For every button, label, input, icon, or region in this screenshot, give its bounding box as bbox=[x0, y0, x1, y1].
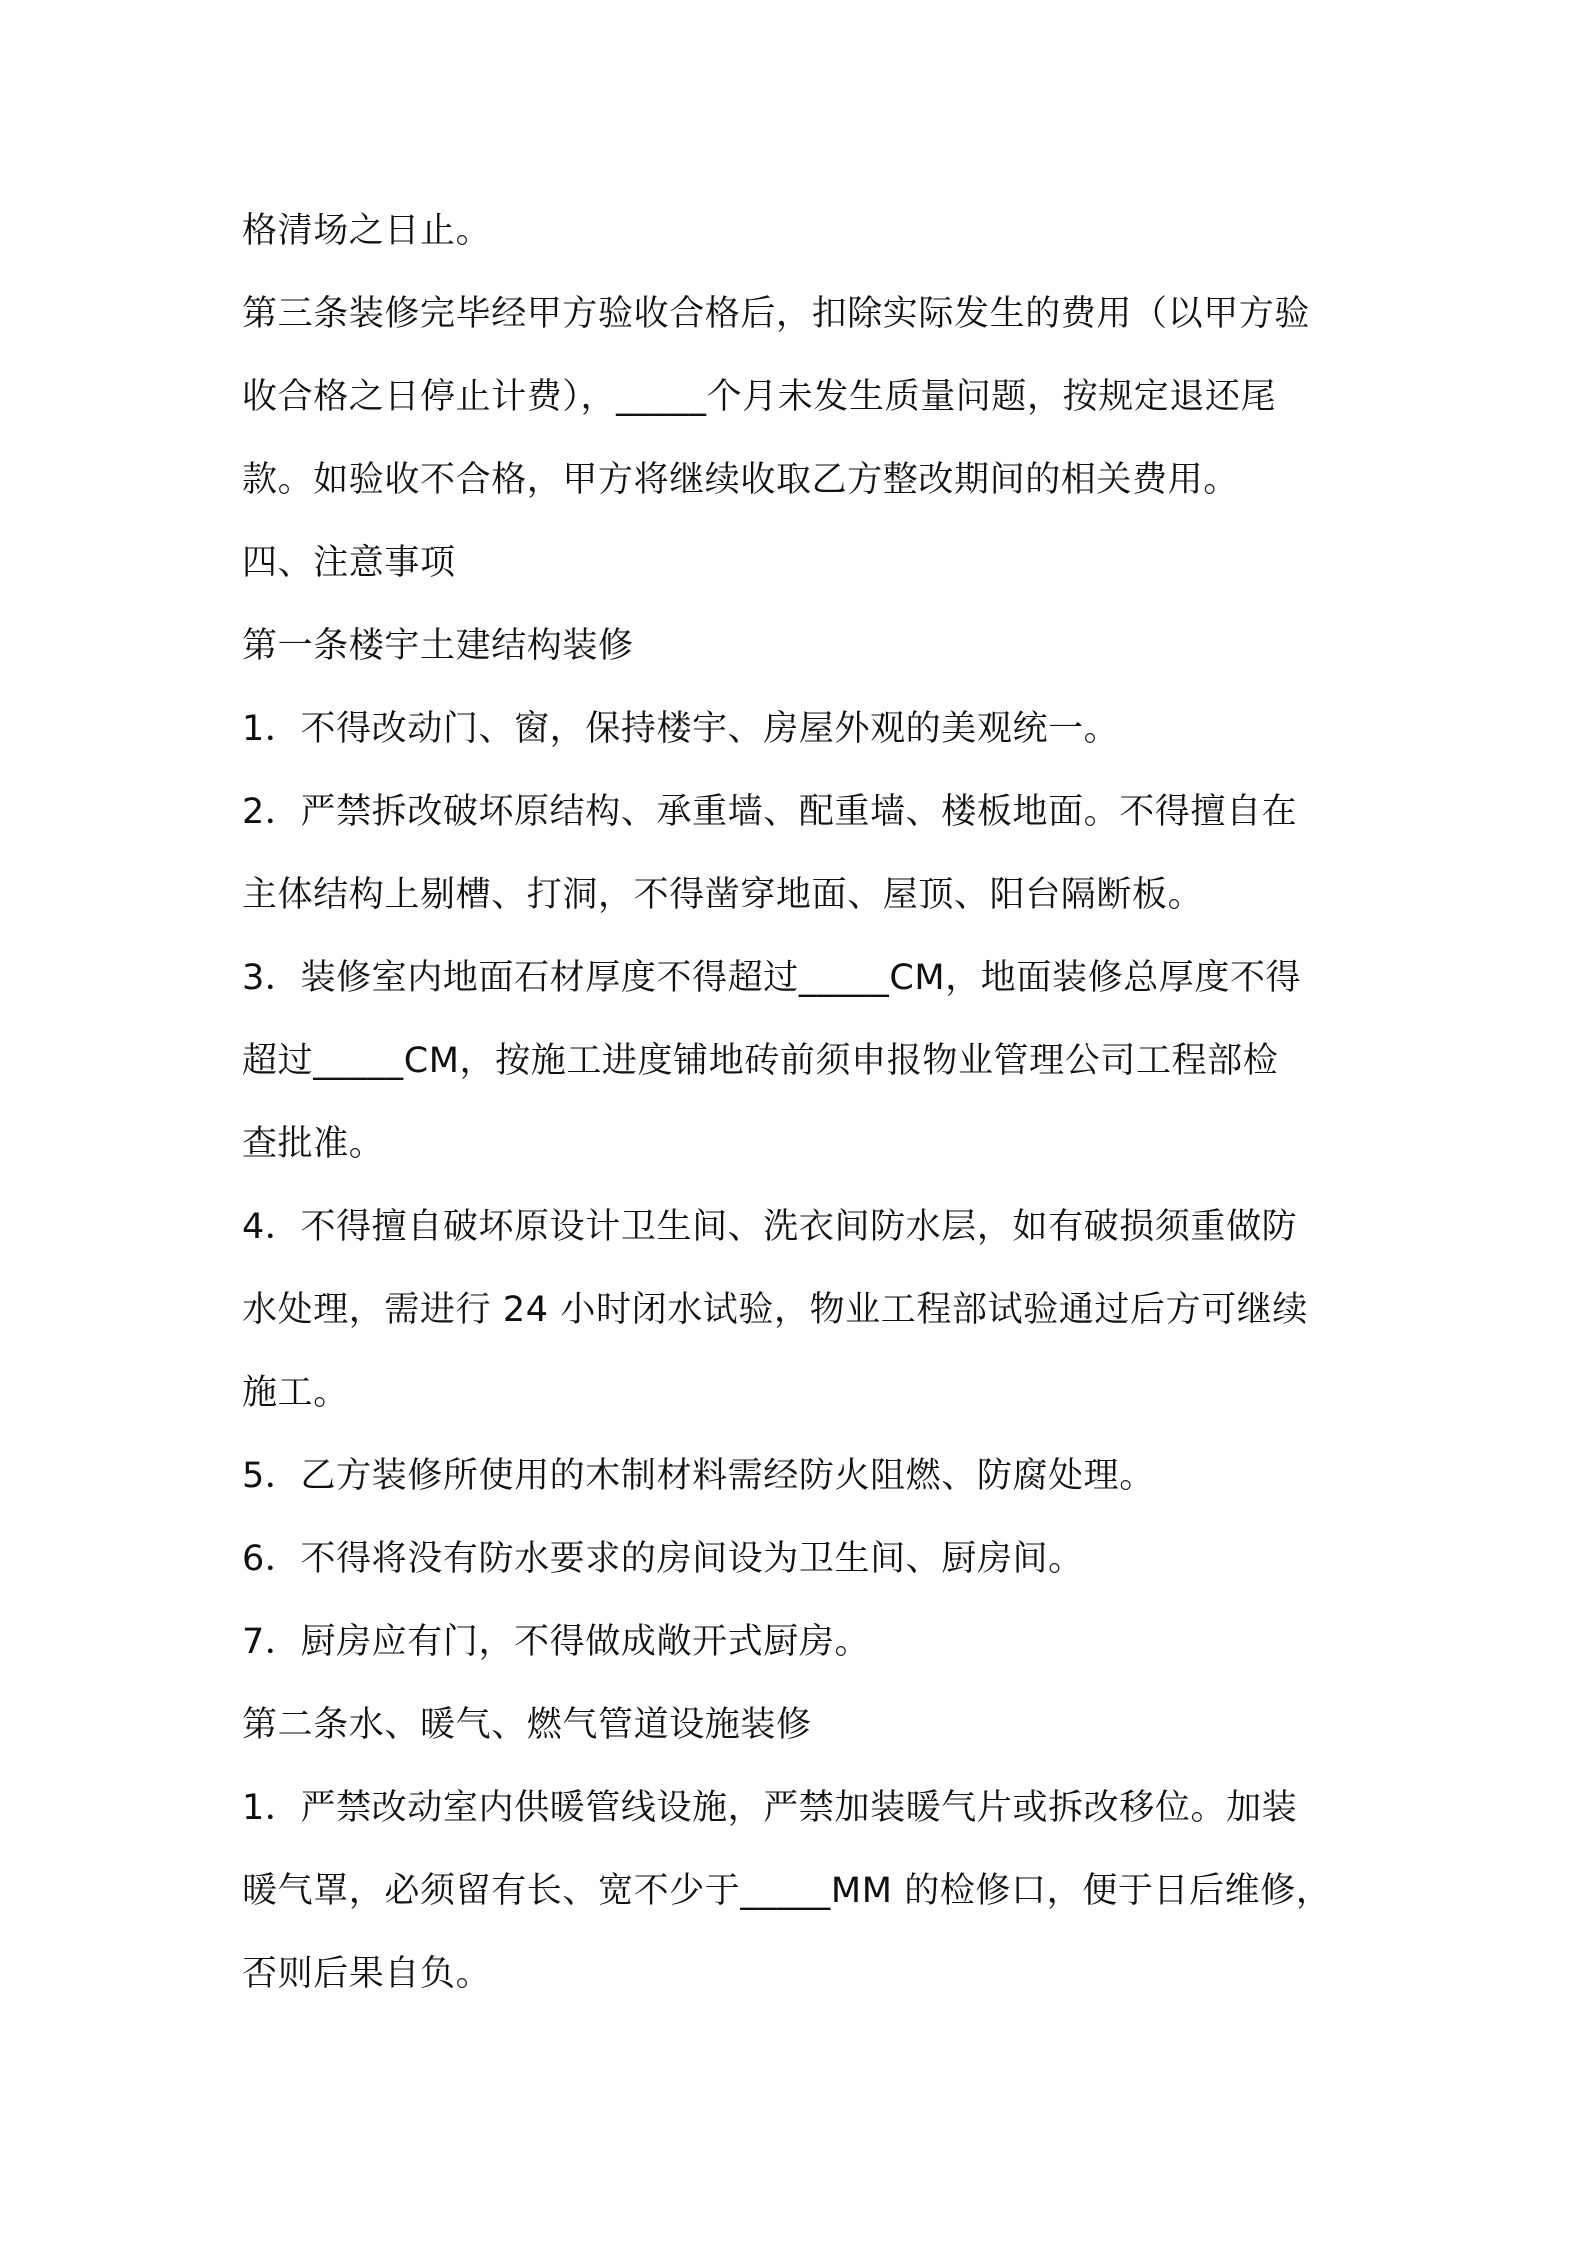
text-line: 第三条装修完毕经甲方验收合格后，扣除实际发生的费用（以甲方验 bbox=[242, 294, 1311, 334]
text-line: 水处理，需进行 24 小时闭水试验，物业工程部试验通过后方可继续 bbox=[242, 1290, 1308, 1330]
article-heading: 第一条楼宇土建结构装修 bbox=[242, 626, 634, 666]
text-line: 超过_____CM，按施工进度铺地砖前须申报物业管理公司工程部检 bbox=[242, 1041, 1279, 1081]
text-line: 暖气罩，必须留有长、宽不少于_____MM 的检修口，便于日后维修， bbox=[242, 1871, 1332, 1911]
list-item: 6．不得将没有防水要求的房间设为卫生间、厨房间。 bbox=[242, 1539, 1084, 1579]
document-body bbox=[242, 196, 1362, 2022]
list-item: 4．不得擅自破坏原设计卫生间、洗衣间防水层，如有破损须重做防 bbox=[242, 1207, 1298, 1247]
list-item: 1．不得改动门、窗，保持楼宇、房屋外观的美观统一。 bbox=[242, 709, 1120, 749]
article-heading: 第二条水、暖气、燃气管道设施装修 bbox=[242, 1705, 812, 1745]
text-line: 施工。 bbox=[242, 1373, 349, 1413]
list-item: 5．乙方装修所使用的木制材料需经防火阻燃、防腐处理。 bbox=[242, 1456, 1155, 1496]
text-line: 格清场之日止。 bbox=[242, 211, 492, 251]
list-item: 7．厨房应有门，不得做成敞开式厨房。 bbox=[242, 1622, 871, 1662]
list-item: 1．严禁改动室内供暖管线设施，严禁加装暖气片或拆改移位。加装 bbox=[242, 1788, 1298, 1828]
text-line: 款。如验收不合格，甲方将继续收取乙方整改期间的相关费用。 bbox=[242, 460, 1239, 500]
section-heading: 四、注意事项 bbox=[242, 543, 456, 583]
text-line: 主体结构上剔槽、打洞，不得凿穿地面、屋顶、阳台隔断板。 bbox=[242, 875, 1204, 915]
text-line: 否则后果自负。 bbox=[242, 1954, 492, 1994]
list-item: 2．严禁拆改破坏原结构、承重墙、配重墙、楼板地面。不得擅自在 bbox=[242, 792, 1298, 832]
text-line: 查批准。 bbox=[242, 1124, 385, 1164]
list-item: 3．装修室内地面石材厚度不得超过_____CM，地面装修总厚度不得 bbox=[242, 958, 1302, 998]
text-line: 收合格之日停止计费），_____个月未发生质量问题，按规定退还尾 bbox=[242, 377, 1277, 417]
